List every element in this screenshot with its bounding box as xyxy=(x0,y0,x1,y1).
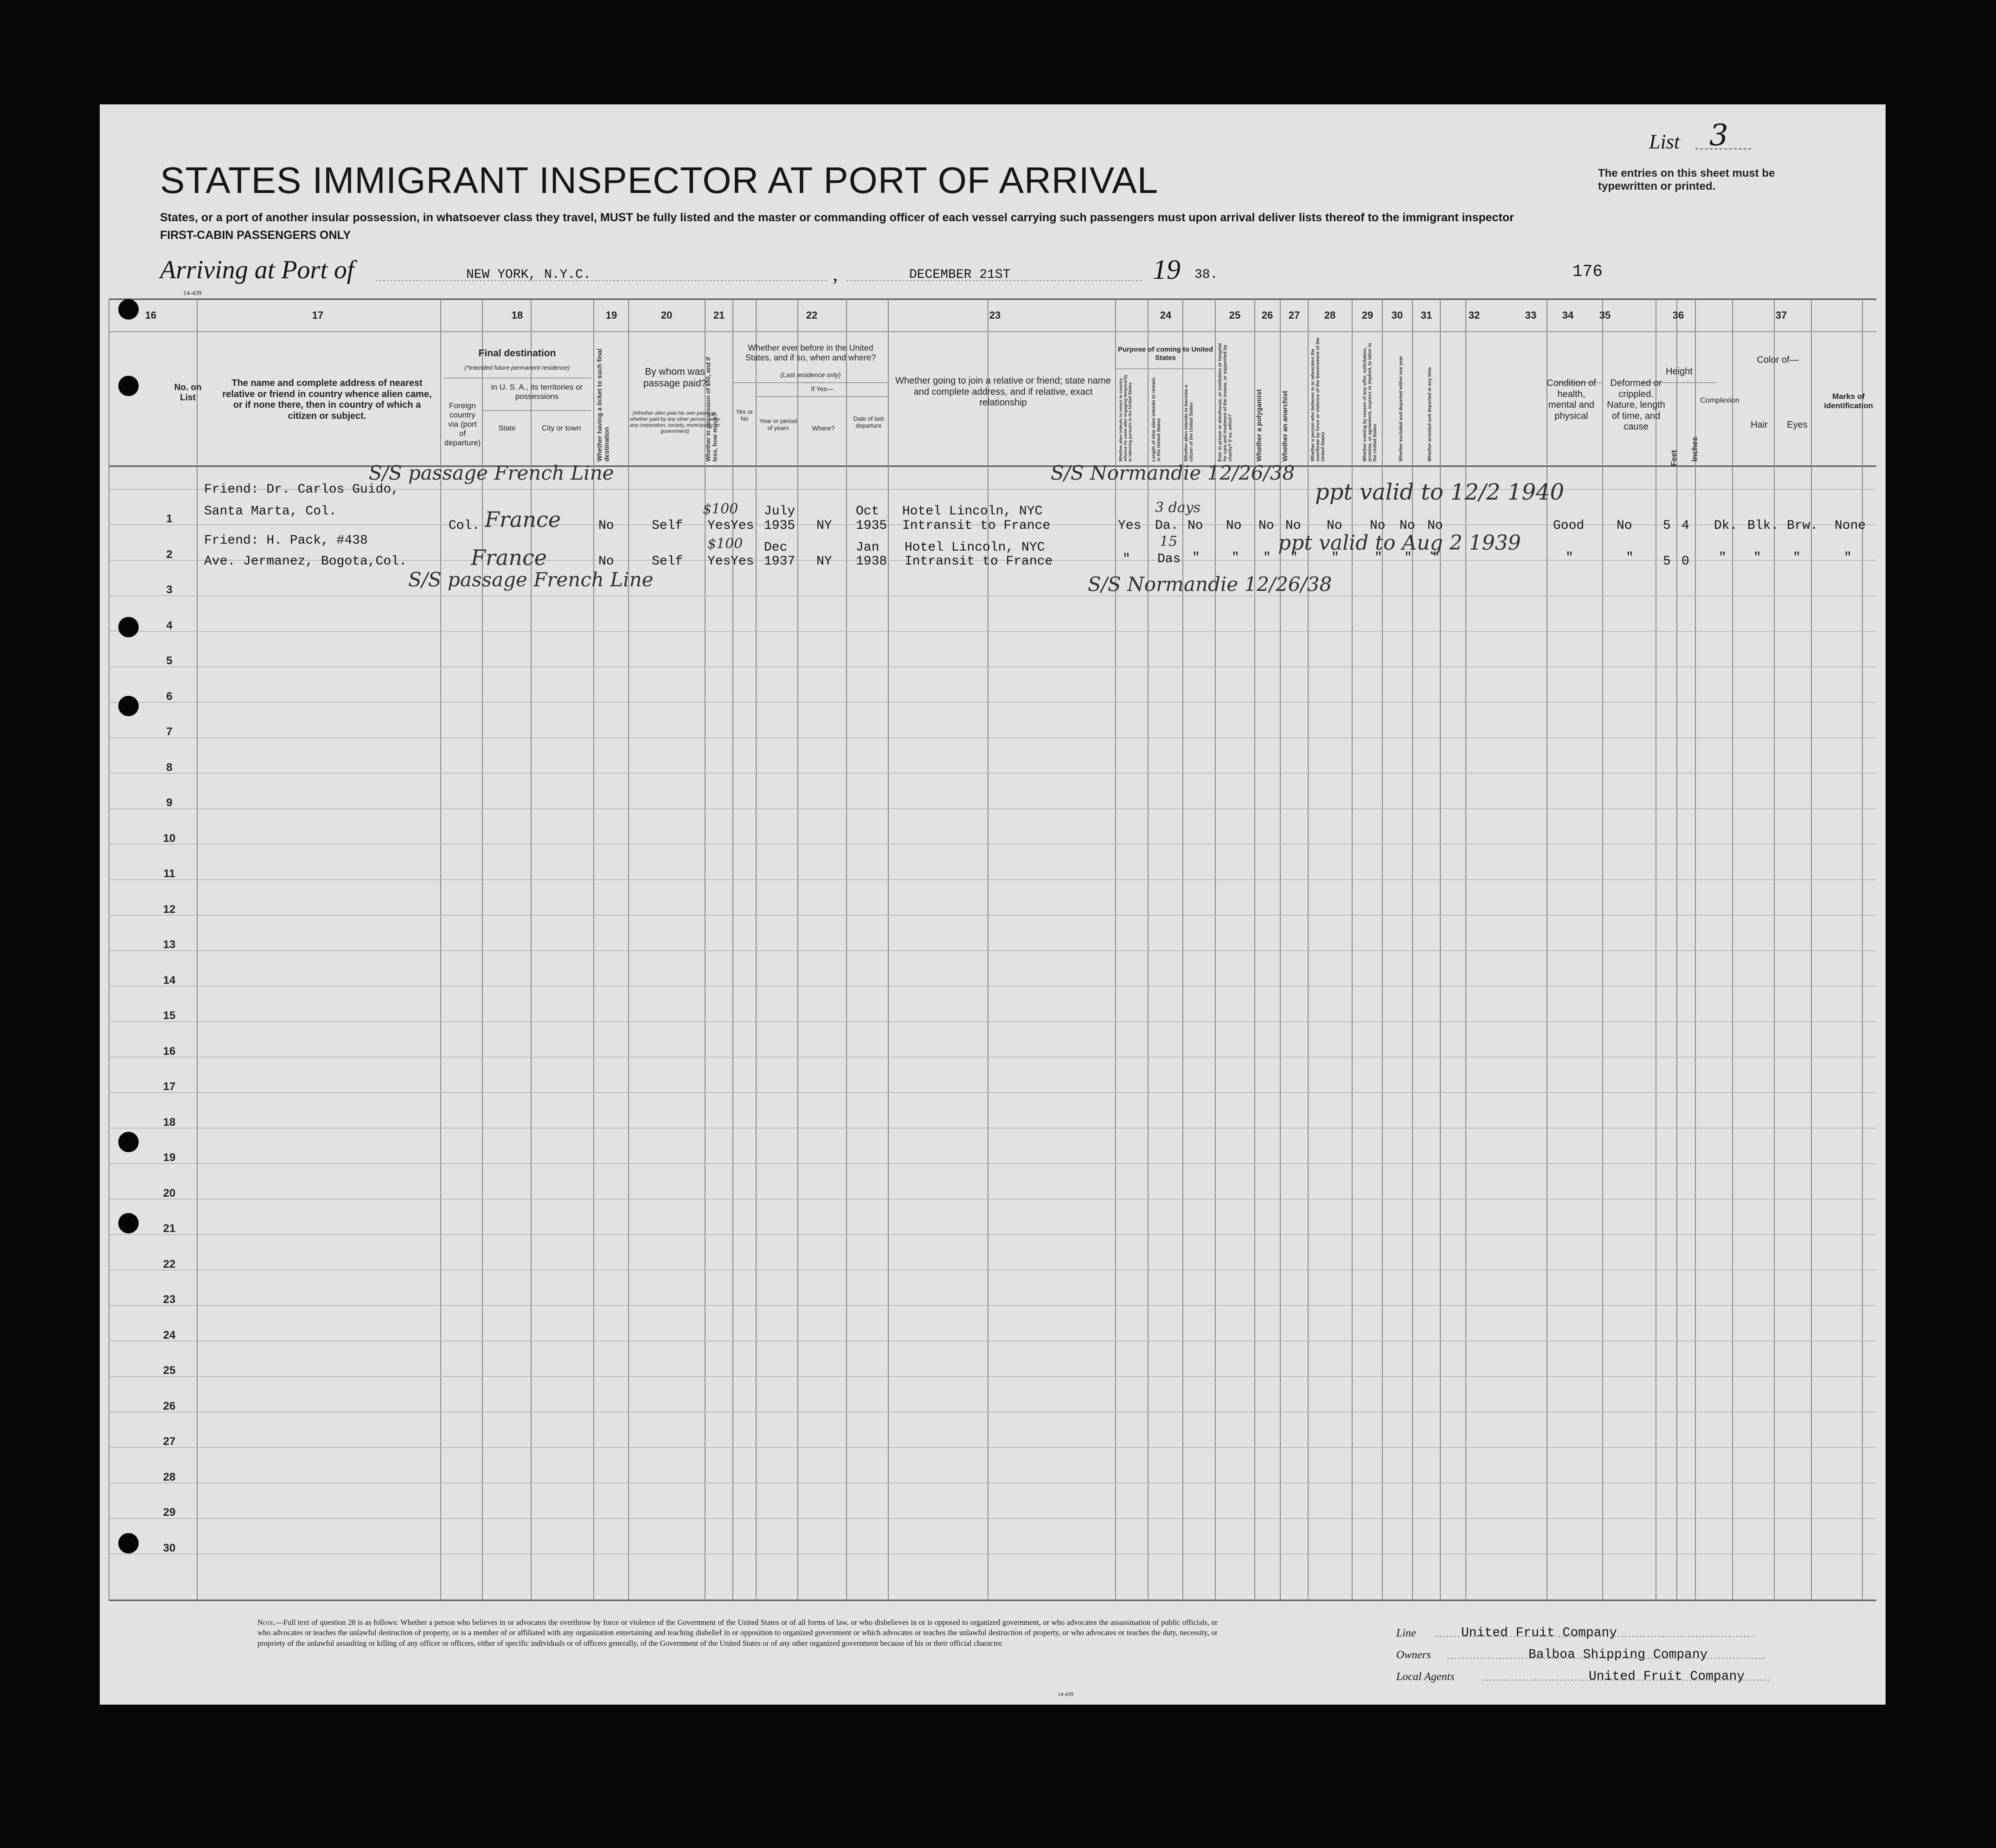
entry-1-c25: No xyxy=(1226,519,1242,533)
entry-2-health: " xyxy=(1566,551,1573,565)
header-yes-no: Yes or No xyxy=(736,408,753,423)
entry-1-period-month: July xyxy=(764,504,796,519)
row-number: 6 xyxy=(166,690,173,703)
column-number: 24 xyxy=(1160,309,1172,321)
entry-2-has-50: Yes xyxy=(707,554,731,569)
entry-2-period-year: 1937 xyxy=(764,554,796,569)
entry-1-c26: No xyxy=(1258,519,1274,533)
header-last-departure: Date of last departure xyxy=(853,415,884,430)
entry-2-joining-line2: Intransit to France xyxy=(905,554,1053,569)
header-before-us: Whether ever before in the United States, and if so, when and where? xyxy=(745,343,876,363)
header-purpose-citizen: Whether alien intends to become a citizen of the United States xyxy=(1184,385,1194,462)
entry-1-c28: No xyxy=(1327,519,1342,533)
entry-2-where: NY xyxy=(816,554,832,569)
entry-2-departure-year: 1938 xyxy=(856,554,887,569)
entry-1-has-50: Yes xyxy=(707,519,731,533)
column-number: 19 xyxy=(605,309,617,321)
row-number: 16 xyxy=(163,1045,176,1058)
column-number: 37 xyxy=(1775,309,1787,321)
row-number: 28 xyxy=(163,1470,176,1483)
row-number: 3 xyxy=(166,584,173,596)
entry-2-friend-line1: Friend: H. Pack, #438 xyxy=(204,533,368,548)
entry-1-paid-by: Self xyxy=(652,519,683,533)
entry-1-ticket: No xyxy=(598,519,614,533)
entry-2-c27: " xyxy=(1290,551,1298,565)
entry-2-inches: 0 xyxy=(1682,554,1689,569)
annotation-normandie-row3: S/S Normandie 12/26/38 xyxy=(1088,573,1332,596)
row-number: 12 xyxy=(163,903,176,916)
entry-2-deformed: " xyxy=(1626,551,1634,565)
header-height: Height xyxy=(1666,366,1693,377)
entry-1-hair: Blk. xyxy=(1747,519,1779,533)
header-labor-offer: Whether coming by reason of any offer, solicitation, promise, or agreement, express or implied, to labor in the United States xyxy=(1362,343,1378,462)
entry-1-c30: No xyxy=(1399,519,1415,533)
entry-1-feet: 5 xyxy=(1663,519,1671,533)
cabin-note: FIRST-CABIN PASSENGERS ONLY xyxy=(160,229,351,242)
header-feet: Feet xyxy=(1669,450,1678,466)
row-number: 25 xyxy=(163,1364,176,1377)
entry-1-friend-line1: Friend: Dr. Carlos Guido, xyxy=(204,482,399,497)
owners-value: Balboa Shipping Company xyxy=(1528,1648,1708,1662)
entry-1-before-us: Yes xyxy=(731,519,754,533)
row-number: 17 xyxy=(163,1080,176,1093)
entry-1-complexion: Dk. xyxy=(1714,519,1738,533)
header-state: State xyxy=(498,424,516,432)
header-purpose: Purpose of coming to United States xyxy=(1118,346,1213,362)
header-hair: Hair xyxy=(1751,420,1768,430)
column-number: 34 xyxy=(1562,309,1574,321)
entry-1-joining-line1: Hotel Lincoln, NYC xyxy=(902,504,1043,519)
punch-hole xyxy=(118,1213,139,1233)
header-paid-by-note: (Whether alien paid his own passage, whether paid by any other person, or by any corporation, society, municipality, or government) xyxy=(629,411,720,434)
entry-2-eyes: " xyxy=(1793,551,1801,565)
date-value: DECEMBER 21ST xyxy=(909,268,1011,282)
punch-hole xyxy=(118,299,139,320)
punch-hole xyxy=(118,376,139,396)
arriving-label: Arriving at Port of xyxy=(160,256,354,284)
manifest-sheet xyxy=(100,104,1886,1705)
column-number: 29 xyxy=(1361,309,1373,321)
row-number: 24 xyxy=(163,1328,176,1341)
header-ticket: Whether having a ticket to such final destination xyxy=(596,348,610,462)
header-if-yes: If Yes— xyxy=(811,385,834,392)
footer-form-code: 14-439 xyxy=(1058,1691,1073,1697)
entry-2-length-note: 15 xyxy=(1160,533,1178,550)
column-number: 22 xyxy=(806,309,818,321)
year-prefix: 19 xyxy=(1153,254,1181,285)
entry-2-friend-line2: Ave. Jermanez, Bogota,Col. xyxy=(204,554,407,569)
column-number: 31 xyxy=(1420,309,1432,321)
column-number: 20 xyxy=(661,309,673,321)
entry-2-hair: " xyxy=(1753,551,1761,565)
header-anarchist: Whether an anarchist xyxy=(1281,391,1289,462)
sheet-number: 176 xyxy=(1572,262,1603,281)
entry-2-c31: " xyxy=(1432,551,1440,565)
header-deformed: Deformed or crippled. Nature, length of time, and cause xyxy=(1607,378,1665,432)
entry-2-ticket: No xyxy=(598,554,614,569)
row-number: 15 xyxy=(163,1009,176,1022)
entry-2-complexion: " xyxy=(1719,551,1726,565)
entry-1-via: Col. xyxy=(449,519,480,533)
column-number: 27 xyxy=(1288,309,1300,321)
row-number: 18 xyxy=(163,1116,176,1129)
column-number: 21 xyxy=(713,309,725,321)
column-number: 26 xyxy=(1261,309,1273,321)
entry-1-period-year: 1935 xyxy=(764,519,796,533)
header-color: Color of— xyxy=(1757,355,1799,365)
entry-1-departure-year: 1935 xyxy=(856,519,887,533)
entry-1-c27: No xyxy=(1285,519,1301,533)
header-paid-by: By whom was passage paid? xyxy=(643,366,707,389)
punch-hole xyxy=(118,1533,139,1553)
footer-note-label: Note.— xyxy=(257,1618,283,1627)
entry-1-eyes: Brw. xyxy=(1787,519,1818,533)
form-grid xyxy=(100,104,1886,1705)
entry-2-departure-month: Jan xyxy=(856,540,879,555)
line-value: United Fruit Company xyxy=(1461,1626,1617,1640)
entry-1-length-note: 3 days xyxy=(1155,500,1201,516)
list-label: List xyxy=(1649,130,1680,153)
entry-2-before-us: Yes xyxy=(731,554,754,569)
entry-2-amount: $100 xyxy=(707,536,743,552)
entry-1-marks: None xyxy=(1835,519,1866,533)
entry-1-c29: No xyxy=(1370,519,1386,533)
header-prison: Ever in prison or almshouse, or institution or hospital for care and treatment of the insane, or supported by charity? If so, which? xyxy=(1218,343,1233,462)
entry-1-c31: No xyxy=(1427,519,1443,533)
entry-1-friend-line2: Santa Marta, Col. xyxy=(204,504,337,519)
punch-hole xyxy=(118,696,139,716)
entry-1-destination: France xyxy=(485,507,561,532)
annotation-passage-row1: S/S passage French Line xyxy=(369,462,614,484)
agents-label: Local Agents xyxy=(1396,1671,1455,1683)
header-eyes: Eyes xyxy=(1787,420,1808,430)
header-joining: Whether going to join a relative or friend; state name and complete address, and if relative, exact relationship xyxy=(895,376,1111,408)
column-number: 33 xyxy=(1525,309,1537,321)
row-number: 2 xyxy=(166,548,173,561)
list-number: 3 xyxy=(1709,118,1728,153)
entry-1-where: NY xyxy=(816,519,832,533)
port-value: NEW YORK, N.Y.C. xyxy=(466,268,591,282)
row-number: 7 xyxy=(166,725,173,738)
entry-2-paid-by: Self xyxy=(652,554,683,569)
footer-note-text: Full text of question 28 is as follows: Whether a person who believes in or advocates the overthrow by force or violence of the Government of the United States or of all forms of law, or who disbelieves in or is opposed to organized government, or who advocates the assassination of public officials, or who advocates or teaches the unlawful destruction of property, or is a member of or affiliated with any organization entertaining and teaching disbelief in or opposition to organized government or which advocates or teaches the unlawful destruction of property, or who advocates or teaches the duty, necessity, or propriety of the unlawful assaulting or killing of any officer or officers, either of specific individuals or of officers generally, of the Government of the United States or of any other organized government because of his or their official character. xyxy=(257,1618,1218,1648)
column-number: 17 xyxy=(312,309,324,321)
header-excluded: Whether excluded and deported within one year xyxy=(1399,356,1404,462)
header-final-destination: Final destination xyxy=(478,348,556,359)
column-number: 32 xyxy=(1468,309,1480,321)
header-purpose-return: Whether alien intends to return to country whence he came after engaging temporarily in laboring pursuits in the United States xyxy=(1118,374,1132,462)
row-number: 14 xyxy=(163,974,176,987)
header-before-us-sub: (Last residence only) xyxy=(780,371,841,379)
row-number: 26 xyxy=(163,1399,176,1412)
row-number: 13 xyxy=(163,938,176,951)
entry-2-citizen: " xyxy=(1192,551,1200,565)
entry-2-marks: " xyxy=(1844,551,1852,565)
line-label: Line xyxy=(1396,1627,1416,1639)
header-year: Year or period of years xyxy=(759,417,797,432)
entry-2-c30: " xyxy=(1404,551,1412,565)
row-number: 8 xyxy=(166,761,173,774)
header-where: Where? xyxy=(812,424,835,432)
entry-2-joining-line1: Hotel Lincoln, NYC xyxy=(905,540,1045,555)
column-number: 36 xyxy=(1672,309,1684,321)
header-health: Condition of health, mental and physical xyxy=(1547,378,1596,421)
row-number: 29 xyxy=(163,1506,176,1519)
row-number: 22 xyxy=(163,1258,176,1270)
entry-1-inches: 4 xyxy=(1682,519,1689,533)
header-final-destination-sub: (*Intended future permanent residence) xyxy=(464,364,570,371)
header-complexion: Complexion xyxy=(1700,397,1739,404)
entry-1-amount: $100 xyxy=(703,501,738,517)
header-50-dollars: Whether in possession of $50, and if less, how much? xyxy=(705,357,719,462)
annotation-passport-row1: ppt valid to 12/2 1940 xyxy=(1315,479,1565,505)
column-number: 16 xyxy=(145,309,157,321)
header-q28: Whether a person who believes in or advocates the overthrow by force or violence of the Government of the United States xyxy=(1310,337,1326,462)
column-number: 18 xyxy=(511,309,523,321)
row-number: 5 xyxy=(166,654,173,667)
row-number: 11 xyxy=(163,867,175,880)
punch-hole xyxy=(118,617,139,637)
entry-2-period-month: Dec xyxy=(764,540,788,555)
entry-2-length: Das xyxy=(1157,552,1181,566)
row-number: 9 xyxy=(166,796,173,809)
annotation-passport-row2: ppt valid to Aug 2 1939 xyxy=(1278,531,1521,555)
row-number: 4 xyxy=(166,619,173,632)
footer-note xyxy=(257,1617,1218,1649)
entry-2-c25: " xyxy=(1232,551,1239,565)
entry-1-deformed: No xyxy=(1617,519,1632,533)
comma: , xyxy=(833,263,838,285)
entry-1-joining-line2: Intransit to France xyxy=(902,519,1051,533)
column-number: 28 xyxy=(1324,309,1336,321)
header-inches: Inches xyxy=(1690,436,1699,462)
row-number: 21 xyxy=(163,1222,176,1235)
list-underline xyxy=(1695,148,1751,149)
header-no-on-list: No. on List xyxy=(174,383,202,403)
row-number: 1 xyxy=(166,513,173,525)
list-note: The entries on this sheet must be typewritten or printed. xyxy=(1598,167,1775,193)
header-city: City or town xyxy=(541,424,581,432)
header-polygamist: Whether a polygamist xyxy=(1255,389,1263,462)
row-number: 30 xyxy=(163,1541,176,1554)
annotation-normandie-row1: S/S Normandie 12/26/38 xyxy=(1051,462,1295,484)
agents-value: United Fruit Company xyxy=(1589,1669,1745,1684)
entry-2-c28: " xyxy=(1331,551,1339,565)
entry-2-c29: " xyxy=(1374,551,1382,565)
punch-hole xyxy=(118,1132,139,1152)
header-in-usa: in U. S. A., its territories or possessions xyxy=(491,383,583,401)
row-number: 23 xyxy=(163,1293,176,1306)
column-number: 35 xyxy=(1599,309,1611,321)
column-number: 30 xyxy=(1391,309,1403,321)
entry-1-length: Da. xyxy=(1155,519,1179,533)
entry-2-destination: France xyxy=(471,545,547,570)
header-relative-address: The name and complete address of nearest relative or friend in country whence alien came, or if none there, then in country of which a citizen or subject. xyxy=(222,378,432,421)
column-number: 23 xyxy=(989,309,1001,321)
entry-2-return: " xyxy=(1123,552,1130,566)
header-marks: Marks of identification xyxy=(1824,392,1873,411)
entry-1-health: Good xyxy=(1553,519,1585,533)
annotation-passage-row3: S/S passage French Line xyxy=(408,568,654,591)
page-title: STATES IMMIGRANT INSPECTOR AT PORT OF ARRIVAL xyxy=(160,160,1159,201)
row-number: 20 xyxy=(163,1187,176,1200)
entry-2-c26: " xyxy=(1263,551,1271,565)
row-number: 10 xyxy=(163,832,176,845)
header-purpose-length: Length of time alien intends to remain in the United States xyxy=(1151,378,1162,462)
entry-1-departure-month: Oct xyxy=(856,504,879,519)
header-foreign-country: Foreign country via (port of departure) xyxy=(444,401,481,448)
entry-2-feet: 5 xyxy=(1663,554,1671,569)
row-number: 27 xyxy=(163,1435,176,1448)
page-subtitle: States, or a port of another insular possession, in whatsoever class they travel, MUST be fully listed and the master or commanding officer of each vessel carrying such passengers must upon arrival deliver lists thereof to the immigrant inspector xyxy=(160,211,1514,224)
row-number: 19 xyxy=(163,1151,176,1164)
column-number: 25 xyxy=(1229,309,1241,321)
entry-1-return: Yes xyxy=(1118,519,1142,533)
header-arrested: Whether arrested and deported at any time xyxy=(1427,367,1432,462)
form-code-top: 14-439 xyxy=(183,290,202,297)
owners-label: Owners xyxy=(1396,1649,1431,1661)
year-suffix: 38. xyxy=(1194,268,1218,282)
entry-1-citizen: No xyxy=(1187,519,1203,533)
